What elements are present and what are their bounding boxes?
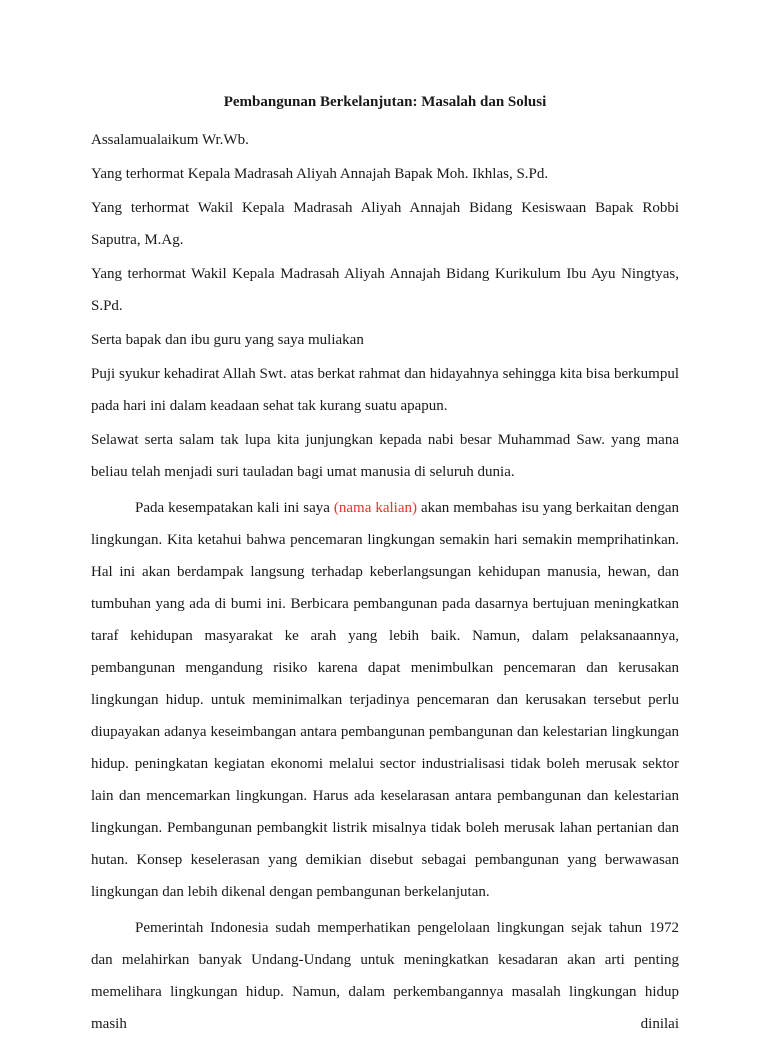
name-placeholder: (nama kalian) bbox=[333, 500, 417, 516]
salutation-teachers: Serta bapak dan ibu guru yang saya muliakan bbox=[91, 332, 364, 348]
body-paragraph-text: akan membahas isu yang berkaitan dengan lingkungan. Kita ketahui bahwa pencemaran lingkungan semakin hari semakin memprihatinkan. Hal ini akan berdampak langsung terhadap keberlangsungan kehidupan manusia, hewan, dan tumbuhan yang ada di bumi ini. Berbicara pembangunan pada dasarnya bertujuan meningkatkan taraf kehidupan masyarakat ke arah yang lebih baik. Namun, dalam pelaksanaannya, pembangunan mengandung risiko karena dapat menimbulkan pencemaran dan kerusakan lingkungan hidup. untuk meminimalkan terjadinya pencemaran dan kerusakan tersebut perlu diupayakan adanya keseimbangan antara pembangunan pembangunan dan kelestarian lingkungan hidup. peningkatan kegiatan ekonomi melalui sector industrialisasi tidak boleh merusak sektor lain dan mencemarkan lingkungan. Harus ada keselarasan antara pembangunan dan kelestarian lingkungan. Pembangunan pembangkit listrik misalnya tidak boleh merusak lahan pertanian dan hutan. Konsep keselerasan yang demikian disebut sebagai pembangunan yang berwawasan lingkungan dan lebih dikenal dengan pembangunan berkelanjutan. bbox=[91, 500, 680, 900]
opening-gratitude: Puji syukur kehadirat Allah Swt. atas berkat rahmat dan hidayahnya sehingga kita bisa berkumpul pada hari ini dalam keadaan sehat tak kurang suatu apapun. bbox=[91, 366, 679, 414]
body-paragraph-government: Pemerintah Indonesia sudah memperhatikan pengelolaan lingkungan sejak tahun 1972 dan melahirkan banyak Undang-Undang untuk meningkatkan kesadaran akan arti penting memelihara lingkungan hidup. Namun, dalam perkembangannya masalah lingkungan hidup masih dinilai bbox=[91, 920, 679, 1032]
salutation-headmaster: Yang terhormat Kepala Madrasah Aliyah Annajah Bapak Moh. Ikhlas, S.Pd. bbox=[91, 166, 549, 182]
body-paragraph-intro: Pada kesempatakan kali ini saya bbox=[135, 500, 334, 516]
document-title: Pembangunan Berkelanjutan: Masalah dan Solusi bbox=[223, 94, 547, 110]
salutation-vice-student-affairs: Yang terhormat Wakil Kepala Madrasah Aliyah Annajah Bidang Kesiswaan Bapak Robbi Saputra, M.Ag. bbox=[91, 200, 679, 248]
body-paragraph-environment bbox=[91, 492, 679, 908]
opening-salawat: Selawat serta salam tak lupa kita junjungkan kepada nabi besar Muhammad Saw. yang mana beliau telah menjadi suri tauladan bagi umat manusia di seluruh dunia. bbox=[91, 432, 679, 480]
greeting: Assalamualaikum Wr.Wb. bbox=[91, 132, 249, 148]
document-page bbox=[91, 92, 679, 1044]
salutation-vice-curriculum: Yang terhormat Wakil Kepala Madrasah Aliyah Annajah Bidang Kurikulum Ibu Ayu Ningtyas, S.Pd. bbox=[91, 266, 679, 314]
